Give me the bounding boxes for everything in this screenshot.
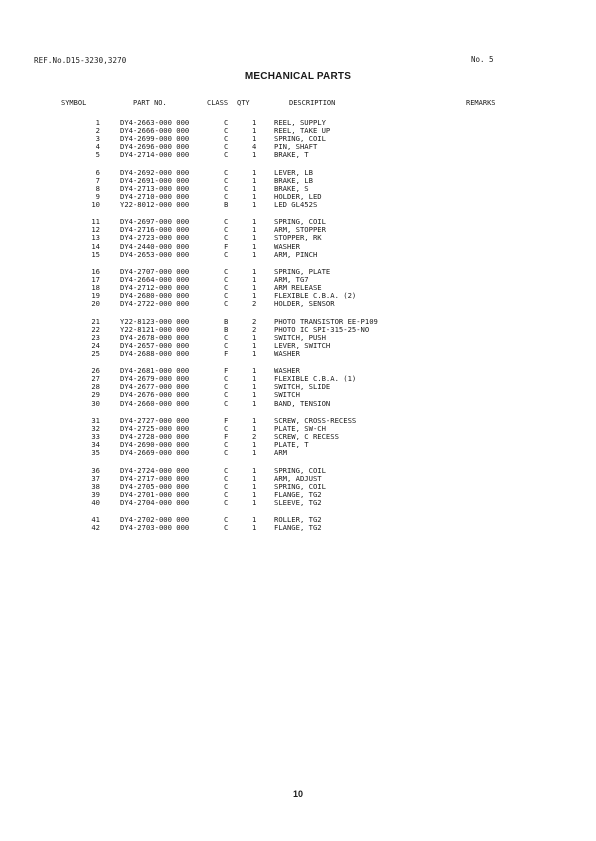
symbol-cell: 24 (91, 340, 100, 350)
description-cell: HOLDER, LED (274, 191, 322, 201)
class-cell: C (224, 291, 229, 301)
symbol-cell: 13 (91, 233, 100, 243)
description-cell: FLANGE, TG2 (274, 489, 322, 499)
quantity-cell: 1 (252, 118, 257, 127)
symbol-cell: 38 (91, 481, 100, 491)
quantity-cell: 1 (252, 440, 257, 450)
table-row (0, 498, 596, 507)
part-number-cell: DY4-2724-000 000 (120, 465, 190, 475)
description-cell: ARM, TG7 (274, 275, 309, 284)
quantity-cell: 1 (252, 448, 257, 458)
symbol-cell: 39 (91, 489, 100, 499)
class-cell: C (224, 523, 229, 533)
symbol-cell: 32 (91, 424, 100, 433)
symbol-cell: 41 (91, 515, 100, 525)
class-cell: F (224, 366, 229, 376)
part-number-cell: DY4-2688-000 000 (120, 348, 190, 358)
quantity-cell: 1 (252, 217, 257, 227)
table-row (0, 250, 596, 259)
symbol-cell: 16 (91, 266, 100, 276)
symbol-cell: 8 (95, 183, 100, 193)
part-number-cell: DY4-2440-000 000 (120, 241, 190, 251)
class-cell: C (224, 374, 229, 384)
class-cell: C (224, 225, 229, 235)
part-number-cell: DY4-2676-000 000 (120, 390, 190, 400)
quantity-cell: 1 (252, 390, 257, 400)
symbol-cell: 22 (91, 324, 100, 334)
part-number-cell: DY4-2710-000 000 (120, 191, 190, 201)
symbol-cell: 15 (91, 249, 100, 259)
table-row (0, 448, 596, 457)
part-number-cell: DY4-2663-000 000 (120, 118, 190, 127)
description-cell: LEVER, LB (274, 167, 313, 177)
description-cell: HOLDER, SENSOR (274, 299, 335, 309)
description-cell: ARM RELEASE (274, 283, 322, 293)
symbol-cell: 7 (95, 175, 100, 185)
class-cell: C (224, 150, 229, 160)
class-cell: C (224, 175, 229, 185)
part-number-cell: DY4-2653-000 000 (120, 249, 190, 259)
part-number-cell: DY4-2696-000 000 (120, 142, 190, 152)
description-cell: LED GL452S (274, 199, 318, 209)
quantity-cell: 1 (252, 167, 257, 177)
class-cell: C (224, 515, 229, 525)
part-number-cell: Y22-8123-000 000 (120, 316, 190, 326)
quantity-cell: 1 (252, 126, 257, 135)
class-cell: C (224, 332, 229, 342)
symbol-cell: 9 (95, 191, 100, 201)
symbol-cell: 1 (95, 118, 100, 127)
class-cell: C (224, 217, 229, 227)
symbol-cell: 5 (95, 150, 100, 160)
part-number-cell: DY4-2714-000 000 (120, 150, 190, 160)
quantity-cell: 1 (252, 266, 257, 276)
class-cell: F (224, 432, 229, 441)
description-cell: SWITCH, SLIDE (274, 382, 331, 392)
table-row (0, 349, 596, 358)
quantity-cell: 1 (252, 465, 257, 475)
class-cell: F (224, 348, 229, 358)
symbol-cell: 26 (91, 366, 100, 376)
table-row (0, 200, 596, 209)
column-header-class: CLASS (207, 99, 229, 107)
quantity-cell: 1 (252, 374, 257, 384)
description-cell: WASHER (274, 366, 300, 376)
description-cell: PLATE, SW-CH (274, 424, 326, 433)
quantity-cell: 1 (252, 398, 257, 408)
quantity-cell: 1 (252, 175, 257, 185)
symbol-cell: 23 (91, 332, 100, 342)
quantity-cell: 1 (252, 275, 257, 284)
part-number-cell: DY4-2679-000 000 (120, 374, 190, 384)
part-number-cell: DY4-2680-000 000 (120, 291, 190, 301)
quantity-cell: 1 (252, 424, 257, 433)
description-cell: LEVER, SWITCH (274, 340, 331, 350)
description-cell: SPRING, COIL (274, 134, 326, 144)
class-cell: C (224, 142, 229, 152)
description-cell: PIN, SHAFT (274, 142, 318, 152)
quantity-cell: 2 (252, 316, 257, 326)
table-row (0, 150, 596, 159)
part-number-cell: DY4-2660-000 000 (120, 398, 190, 408)
quantity-cell: 1 (252, 489, 257, 499)
description-cell: FLANGE, TG2 (274, 523, 322, 533)
table-row (0, 523, 596, 532)
symbol-cell: 19 (91, 291, 100, 301)
symbol-cell: 36 (91, 465, 100, 475)
description-cell: ARM, ADJUST (274, 473, 322, 483)
class-cell: C (224, 340, 229, 350)
quantity-cell: 1 (252, 249, 257, 259)
part-number-cell: DY4-2699-000 000 (120, 134, 190, 144)
part-number-cell: DY4-2678-000 000 (120, 332, 190, 342)
quantity-cell: 1 (252, 225, 257, 235)
symbol-cell: 11 (91, 217, 100, 227)
quantity-cell: 1 (252, 332, 257, 342)
quantity-cell: 1 (252, 481, 257, 491)
class-cell: F (224, 415, 229, 425)
description-cell: SPRING, COIL (274, 217, 326, 227)
class-cell: C (224, 126, 229, 135)
part-number-cell: DY4-2716-000 000 (120, 225, 190, 235)
quantity-cell: 1 (252, 191, 257, 201)
class-cell: C (224, 489, 229, 499)
quantity-cell: 2 (252, 324, 257, 334)
symbol-cell: 40 (91, 497, 100, 507)
quantity-cell: 1 (252, 348, 257, 358)
symbol-cell: 14 (91, 241, 100, 251)
class-cell: C (224, 283, 229, 293)
description-cell: PLATE, T (274, 440, 309, 450)
quantity-cell: 4 (252, 142, 257, 152)
part-number-cell: DY4-2697-000 000 (120, 217, 190, 227)
description-cell: PHOTO IC SPI-315-25-NO (274, 324, 370, 334)
class-cell: C (224, 167, 229, 177)
quantity-cell: 2 (252, 432, 257, 441)
description-cell: WASHER (274, 348, 300, 358)
description-cell: ROLLER, TG2 (274, 515, 322, 525)
class-cell: B (224, 199, 229, 209)
part-number-cell: DY4-2690-000 000 (120, 440, 190, 450)
quantity-cell: 1 (252, 283, 257, 293)
quantity-cell: 1 (252, 366, 257, 376)
symbol-cell: 37 (91, 473, 100, 483)
column-header-symbol: SYMBOL (61, 99, 87, 107)
part-number-cell: DY4-2691-000 000 (120, 175, 190, 185)
symbol-cell: 21 (91, 316, 100, 326)
sheet-number: No. 5 (471, 55, 494, 64)
quantity-cell: 1 (252, 241, 257, 251)
class-cell: C (224, 134, 229, 144)
table-row (0, 399, 596, 408)
description-cell: SWITCH, PUSH (274, 332, 326, 342)
class-cell: B (224, 324, 229, 334)
symbol-cell: 27 (91, 374, 100, 384)
description-cell: BRAKE, LB (274, 175, 313, 185)
symbol-cell: 4 (95, 142, 100, 152)
class-cell: C (224, 440, 229, 450)
description-cell: SPRING, PLATE (274, 266, 331, 276)
class-cell: C (224, 448, 229, 458)
table-row (0, 299, 596, 308)
symbol-cell: 17 (91, 275, 100, 284)
symbol-cell: 6 (95, 167, 100, 177)
description-cell: ARM (274, 448, 287, 458)
part-number-cell: DY4-2681-000 000 (120, 366, 190, 376)
quantity-cell: 2 (252, 299, 257, 309)
quantity-cell: 1 (252, 183, 257, 193)
symbol-cell: 10 (91, 199, 100, 209)
quantity-cell: 1 (252, 523, 257, 533)
part-number-cell: DY4-2701-000 000 (120, 489, 190, 499)
part-number-cell: DY4-2666-000 000 (120, 126, 190, 135)
symbol-cell: 30 (91, 398, 100, 408)
class-cell: C (224, 249, 229, 259)
quantity-cell: 1 (252, 473, 257, 483)
class-cell: F (224, 241, 229, 251)
quantity-cell: 1 (252, 340, 257, 350)
class-cell: C (224, 299, 229, 309)
description-cell: BAND, TENSION (274, 398, 331, 408)
quantity-cell: 1 (252, 382, 257, 392)
part-number-cell: DY4-2692-000 000 (120, 167, 190, 177)
part-number-cell: DY4-2723-000 000 (120, 233, 190, 243)
part-number-cell: DY4-2703-000 000 (120, 523, 190, 533)
description-cell: STOPPER, RK (274, 233, 322, 243)
class-cell: C (224, 275, 229, 284)
quantity-cell: 1 (252, 497, 257, 507)
description-cell: ARM, PINCH (274, 249, 318, 259)
quantity-cell: 1 (252, 150, 257, 160)
quantity-cell: 1 (252, 199, 257, 209)
part-number-cell: DY4-2728-000 000 (120, 432, 190, 441)
part-number-cell: DY4-2664-000 000 (120, 275, 190, 284)
part-number-cell: DY4-2677-000 000 (120, 382, 190, 392)
description-cell: BRAKE, S (274, 183, 309, 193)
description-cell: PHOTO TRANSISTOR EE-P109 (274, 316, 378, 326)
symbol-cell: 34 (91, 440, 100, 450)
part-number-cell: DY4-2713-000 000 (120, 183, 190, 193)
description-cell: SCREW, CROSS-RECESS (274, 415, 357, 425)
part-number-cell: DY4-2704-000 000 (120, 497, 190, 507)
part-number-cell: DY4-2657-000 000 (120, 340, 190, 350)
part-number-cell: DY4-2727-000 000 (120, 415, 190, 425)
quantity-cell: 1 (252, 291, 257, 301)
part-number-cell: Y22-8012-000 000 (120, 199, 190, 209)
quantity-cell: 1 (252, 515, 257, 525)
class-cell: C (224, 398, 229, 408)
part-number-cell: DY4-2705-000 000 (120, 481, 190, 491)
column-header-part-no: PART NO. (133, 99, 167, 107)
class-cell: C (224, 191, 229, 201)
description-cell: WASHER (274, 241, 300, 251)
description-cell: FLEXIBLE C.B.A. (2) (274, 291, 357, 301)
column-header-description: DESCRIPTION (289, 99, 336, 107)
class-cell: C (224, 233, 229, 243)
class-cell: C (224, 465, 229, 475)
symbol-cell: 3 (95, 134, 100, 144)
class-cell: C (224, 424, 229, 433)
description-cell: SWITCH (274, 390, 300, 400)
symbol-cell: 42 (91, 523, 100, 533)
reference-number: REF.No.D15-3230,3270 (34, 56, 127, 65)
part-number-cell: DY4-2712-000 000 (120, 283, 190, 293)
description-cell: SLEEVE, TG2 (274, 497, 322, 507)
part-number-cell: DY4-2722-000 000 (120, 299, 190, 309)
symbol-cell: 29 (91, 390, 100, 400)
class-cell: C (224, 382, 229, 392)
quantity-cell: 1 (252, 415, 257, 425)
part-number-cell: Y22-8121-000 000 (120, 324, 190, 334)
symbol-cell: 28 (91, 382, 100, 392)
class-cell: C (224, 390, 229, 400)
description-cell: REEL, SUPPLY (274, 118, 326, 127)
symbol-cell: 12 (91, 225, 100, 235)
part-number-cell: DY4-2725-000 000 (120, 424, 190, 433)
description-cell: BRAKE, T (274, 150, 309, 160)
symbol-cell: 2 (95, 126, 100, 135)
symbol-cell: 33 (91, 432, 100, 441)
symbol-cell: 20 (91, 299, 100, 309)
description-cell: SCREW, C RECESS (274, 432, 339, 441)
part-number-cell: DY4-2717-000 000 (120, 473, 190, 483)
class-cell: C (224, 497, 229, 507)
class-cell: C (224, 183, 229, 193)
quantity-cell: 1 (252, 134, 257, 144)
symbol-cell: 31 (91, 415, 100, 425)
description-cell: SPRING, COIL (274, 481, 326, 491)
column-header-qty: QTY (237, 99, 250, 107)
symbol-cell: 35 (91, 448, 100, 458)
page-title: MECHANICAL PARTS (244, 71, 352, 82)
description-cell: ARM, STOPPER (274, 225, 326, 235)
column-header-remarks: REMARKS (466, 99, 496, 107)
description-cell: SPRING, COIL (274, 465, 326, 475)
class-cell: C (224, 473, 229, 483)
class-cell: C (224, 266, 229, 276)
class-cell: C (224, 118, 229, 127)
part-number-cell: DY4-2707-000 000 (120, 266, 190, 276)
description-cell: REEL, TAKE UP (274, 126, 331, 135)
class-cell: B (224, 316, 229, 326)
page-number: 10 (292, 789, 303, 799)
description-cell: FLEXIBLE C.B.A. (1) (274, 374, 357, 384)
quantity-cell: 1 (252, 233, 257, 243)
part-number-cell: DY4-2702-000 000 (120, 515, 190, 525)
symbol-cell: 18 (91, 283, 100, 293)
symbol-cell: 25 (91, 348, 100, 358)
part-number-cell: DY4-2669-000 000 (120, 448, 190, 458)
class-cell: C (224, 481, 229, 491)
